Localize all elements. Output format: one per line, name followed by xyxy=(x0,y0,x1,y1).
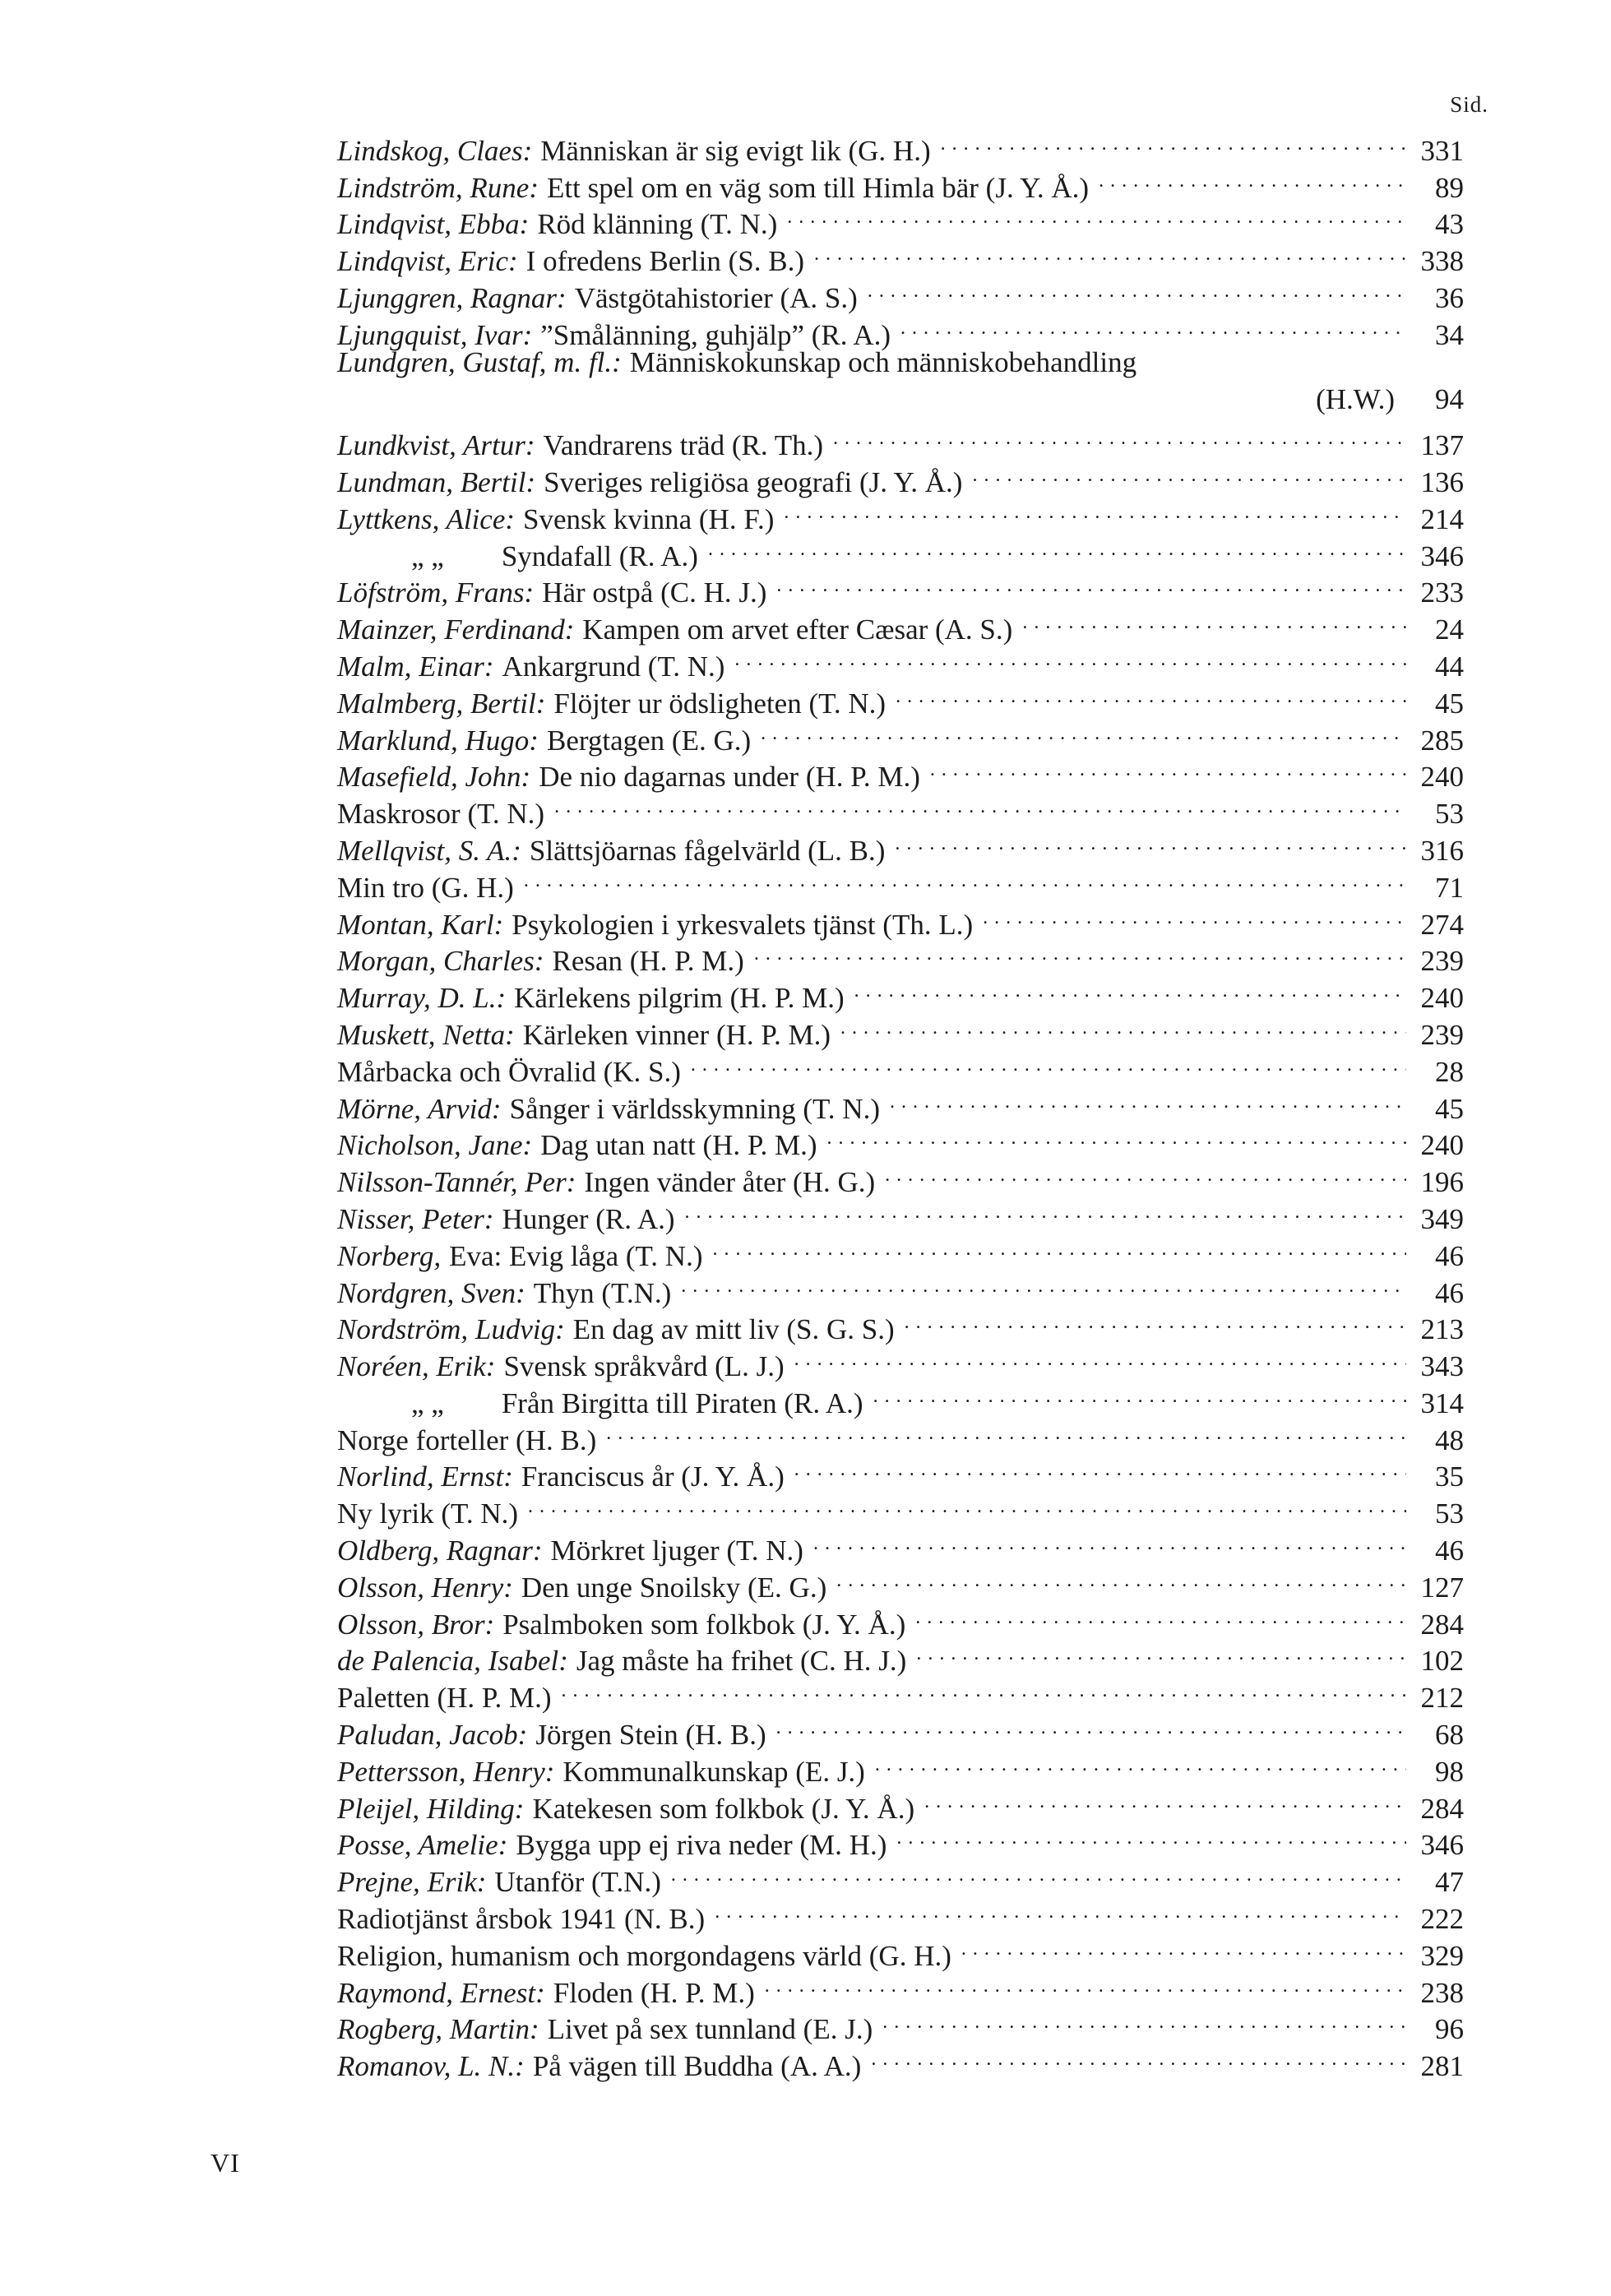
entry-author: Rogberg, Martin: xyxy=(337,2013,539,2046)
entry-author: Paludan, Jacob: xyxy=(337,1719,528,1752)
entry-author: Nordgren, Sven: xyxy=(337,1276,525,1309)
dot-leader xyxy=(814,234,1406,271)
entry-title: Dag utan natt (H. P. M.) xyxy=(540,1129,817,1162)
entry-author: Lindqvist, Ebba: xyxy=(337,208,530,241)
dot-leader xyxy=(961,1928,1406,1965)
entry-page-number: 281 xyxy=(1420,2050,1464,2083)
entry-page-number: 102 xyxy=(1420,1645,1464,1678)
index-entry-continuation xyxy=(337,382,1464,419)
dot-leader xyxy=(685,1192,1406,1229)
entry-title: Västgötahistorier (A. S.) xyxy=(574,281,858,314)
dot-leader xyxy=(787,197,1406,234)
entry-title: Franciscus år (J. Y. Å.) xyxy=(521,1460,785,1493)
entry-author: Mellqvist, S. A.: xyxy=(337,834,521,867)
entry-page-number: 136 xyxy=(1420,465,1464,498)
dot-leader xyxy=(562,1670,1406,1707)
entry-title: Här ostpå (C. H. J.) xyxy=(542,576,767,609)
entry-title: Jörgen Stein (H. B.) xyxy=(535,1719,766,1752)
entry-author: Posse, Amelie: xyxy=(337,1829,508,1862)
entry-page-number: 222 xyxy=(1420,1903,1464,1936)
dot-leader xyxy=(554,786,1406,823)
entry-author: Noréen, Erik: xyxy=(337,1350,496,1383)
dot-leader xyxy=(524,860,1406,897)
ditto-marks: „ „ xyxy=(411,1386,444,1419)
entry-author: Montan, Karl: xyxy=(337,908,504,941)
entry-page-number: 233 xyxy=(1420,576,1464,609)
dot-leader xyxy=(941,123,1406,160)
entry-author: Lundkvist, Artur: xyxy=(337,429,535,462)
dot-leader xyxy=(761,713,1406,750)
entry-title: Paletten (H. P. M.) xyxy=(337,1682,552,1715)
entry-author: Lindskog, Claes: xyxy=(337,134,533,167)
entry-page-number: 212 xyxy=(1420,1682,1464,1715)
entry-page-number: 89 xyxy=(1435,171,1464,204)
entry-page-number: 45 xyxy=(1435,1092,1464,1125)
dot-leader xyxy=(972,455,1406,492)
entry-title: Jag måste ha frihet (C. H. J.) xyxy=(576,1645,907,1678)
entry-author: Oldberg, Ragnar: xyxy=(337,1535,543,1567)
entry-page-number: 45 xyxy=(1435,687,1464,720)
entry-author: Pleijel, Hilding: xyxy=(337,1792,525,1825)
dot-leader xyxy=(890,1081,1406,1118)
entry-page-number: 196 xyxy=(1420,1166,1464,1199)
entry-title: Kärlekens pilgrim (H. P. M.) xyxy=(514,982,845,1015)
entry-page-number: 94 xyxy=(1435,382,1464,415)
entry-author: Prejne, Erik: xyxy=(337,1866,487,1899)
index-entry xyxy=(337,345,1464,382)
entry-title: Från Birgitta till Piraten (R. A.) xyxy=(501,1386,863,1419)
entry-page-number: 316 xyxy=(1420,834,1464,867)
entry-author: Mörne, Arvid: xyxy=(337,1092,502,1125)
entry-page-number: 34 xyxy=(1435,318,1464,351)
entry-author: Olsson, Bror: xyxy=(337,1608,495,1641)
entry-title: Ingen vänder åter (H. G.) xyxy=(584,1166,876,1199)
entry-title: En dag av mitt liv (S. G. S.) xyxy=(572,1313,895,1346)
entry-title: Utanför (T.N.) xyxy=(494,1866,661,1899)
entry-title: Radiotjänst årsbok 1941 (N. B.) xyxy=(337,1903,706,1936)
entry-author: Nordström, Ludvig: xyxy=(337,1313,565,1346)
entry-author: Raymond, Ernest: xyxy=(337,1976,545,2009)
entry-page-number: 240 xyxy=(1420,761,1464,794)
entry-title: Vandrarens träd (R. Th.) xyxy=(543,429,823,462)
dot-leader xyxy=(794,1339,1406,1376)
index-entry xyxy=(337,1007,1464,1051)
entry-title: Norge forteller (H. B.) xyxy=(337,1423,597,1456)
dot-leader xyxy=(691,1044,1406,1081)
entry-title: Min tro (G. H.) xyxy=(337,871,514,904)
dot-leader xyxy=(528,1486,1406,1523)
entry-title: Livet på sex tunnland (E. J.) xyxy=(547,2013,873,2046)
dot-leader xyxy=(708,529,1406,566)
entry-page-number: 137 xyxy=(1420,429,1464,462)
entry-author: Malm, Einar: xyxy=(337,650,494,683)
ditto-marks: „ „ xyxy=(411,539,444,572)
entry-title: Mårbacka och Övralid (K. S.) xyxy=(337,1055,681,1088)
dot-leader xyxy=(1099,160,1406,197)
entry-title: Eva: Evig låga (T. N.) xyxy=(449,1239,703,1272)
dot-leader xyxy=(900,308,1406,345)
entry-page-number: 127 xyxy=(1420,1571,1464,1604)
dot-leader xyxy=(765,1965,1406,2002)
entry-title: Hunger (R. A.) xyxy=(502,1202,675,1235)
entry-page-number: 274 xyxy=(1420,908,1464,941)
entry-page-number: 240 xyxy=(1420,982,1464,1015)
entry-page-number: 35 xyxy=(1435,1460,1464,1493)
page-column-header: Sid. xyxy=(1450,92,1488,117)
entry-author: Ljungquist, Ivar: xyxy=(337,318,533,351)
dot-leader xyxy=(712,1229,1406,1266)
entry-author: Ljunggren, Ragnar: xyxy=(337,281,567,314)
entry-author: Norlind, Ernst: xyxy=(337,1460,513,1493)
dot-leader xyxy=(813,1523,1406,1560)
dot-leader xyxy=(905,1303,1406,1340)
entry-title: Sveriges religiösa geografi (J. Y. Å.) xyxy=(544,465,963,498)
dot-leader xyxy=(754,934,1406,971)
entry-page-number: 71 xyxy=(1435,871,1464,904)
page-folio: VI xyxy=(211,2148,240,2178)
dot-leader xyxy=(930,750,1406,787)
entry-title: Svensk kvinna (H. F.) xyxy=(523,502,775,535)
entry-author: Olsson, Henry: xyxy=(337,1571,513,1604)
entry-author: Lundman, Bertil: xyxy=(337,465,536,498)
entry-author: Malmberg, Bertil: xyxy=(337,687,546,720)
entry-page-number: 314 xyxy=(1420,1386,1464,1419)
entry-page-number: 46 xyxy=(1435,1276,1464,1309)
entry-author: Masefield, John: xyxy=(337,761,531,794)
index-list xyxy=(337,123,1464,2083)
dot-leader xyxy=(776,566,1406,603)
entry-title: Floden (H. P. M.) xyxy=(553,1976,755,2009)
entry-page-number: 28 xyxy=(1435,1055,1464,1088)
entry-title: Sånger i världsskymning (T. N.) xyxy=(509,1092,880,1125)
entry-title: Resan (H. P. M.) xyxy=(552,945,744,978)
entry-title: Psalmboken som folkbok (J. Y. Å.) xyxy=(502,1608,906,1641)
entry-page-number: 239 xyxy=(1420,945,1464,978)
entry-title: Den unge Snoilsky (E. G.) xyxy=(521,1571,827,1604)
dot-leader xyxy=(606,1413,1406,1450)
entry-title: Bergtagen (E. G.) xyxy=(546,724,752,757)
index-entry xyxy=(337,934,1464,978)
dot-leader xyxy=(784,492,1406,529)
entry-page-number: 329 xyxy=(1420,1939,1464,1972)
dot-leader xyxy=(681,1266,1406,1303)
entry-title: Syndafall (R. A.) xyxy=(501,539,698,572)
entry-title: Röd klänning (T. N.) xyxy=(537,208,778,241)
index-entry xyxy=(337,418,1464,462)
entry-page-number: 53 xyxy=(1435,798,1464,831)
entry-title: Människokunskap och människobehandling xyxy=(629,345,1137,378)
dot-leader xyxy=(836,1560,1406,1597)
entry-title: Kampen om arvet efter Cæsar (A. S.) xyxy=(582,613,1013,646)
entry-title: Maskrosor (T. N.) xyxy=(337,798,545,831)
dot-leader xyxy=(794,1450,1406,1487)
dot-leader xyxy=(983,897,1406,934)
entry-title: Ett spel om en väg som till Himla bär (J. Y. Å.) xyxy=(547,171,1090,204)
entry-title: På vägen till Buddha (A. A.) xyxy=(532,2050,862,2083)
dot-leader xyxy=(840,1007,1406,1044)
entry-author: Lundgren, Gustaf, m. fl.: xyxy=(337,345,622,378)
dot-leader xyxy=(833,418,1406,455)
entry-page-number: 213 xyxy=(1420,1313,1464,1346)
dot-leader xyxy=(776,1707,1406,1744)
dot-leader xyxy=(924,1781,1406,1818)
entry-page-number: 214 xyxy=(1420,502,1464,535)
entry-page-number: 68 xyxy=(1435,1719,1464,1752)
entry-author: Nicholson, Jane: xyxy=(337,1129,533,1162)
entry-page-number: 284 xyxy=(1420,1608,1464,1641)
entry-title: Kärleken vinner (H. P. M.) xyxy=(522,1018,831,1051)
entry-title: Slättsjöarnas fågelvärld (L. B.) xyxy=(529,834,886,867)
entry-author: Romanov, L. N.: xyxy=(337,2050,525,2083)
entry-page-number: 96 xyxy=(1435,2013,1464,2046)
entry-page-number: 47 xyxy=(1435,1866,1464,1899)
entry-page-number: 43 xyxy=(1435,208,1464,241)
entry-title: Ny lyrik (T. N.) xyxy=(337,1497,518,1530)
entry-page-number: 331 xyxy=(1420,134,1464,167)
entry-page-number: 239 xyxy=(1420,1018,1464,1051)
entry-page-number: 53 xyxy=(1435,1497,1464,1530)
entry-title: Thyn (T.N.) xyxy=(533,1276,672,1309)
dot-leader xyxy=(885,1155,1406,1192)
entry-title: ”Smålänning, guhjälp” (R. A.) xyxy=(540,318,891,351)
entry-author: Lindqvist, Eric: xyxy=(337,245,518,278)
entry-page-number: 349 xyxy=(1420,1202,1464,1235)
entry-author: Lindström, Rune: xyxy=(337,171,539,204)
dot-leader xyxy=(895,823,1406,860)
entry-author: Nilsson-Tannér, Per: xyxy=(337,1166,576,1199)
entry-page-number: 285 xyxy=(1420,724,1464,757)
entry-title: Religion, humanism och morgondagens värld (G. H.) xyxy=(337,1939,951,1972)
entry-title: Människan är sig evigt lik (G. H.) xyxy=(540,134,931,167)
dot-leader xyxy=(1022,602,1406,639)
dot-leader xyxy=(896,1818,1406,1855)
index-entry xyxy=(337,1118,1464,1162)
dot-leader xyxy=(896,676,1406,713)
dot-leader xyxy=(873,1376,1406,1413)
entry-title: Flöjter ur ödsligheten (T. N.) xyxy=(553,687,887,720)
dot-leader xyxy=(882,2002,1406,2039)
entry-page-number: 46 xyxy=(1435,1535,1464,1567)
entry-reviewer: (H.W.) xyxy=(1316,382,1395,415)
entry-page-number: 284 xyxy=(1420,1792,1464,1825)
dot-leader xyxy=(671,1854,1406,1891)
entry-author: de Palencia, Isabel: xyxy=(337,1645,568,1678)
entry-page-number: 44 xyxy=(1435,650,1464,683)
entry-page-number: 338 xyxy=(1420,245,1464,278)
entry-author: Mainzer, Ferdinand: xyxy=(337,613,575,646)
entry-author: Lyttkens, Alice: xyxy=(337,502,516,535)
entry-page-number: 240 xyxy=(1420,1129,1464,1162)
entry-page-number: 238 xyxy=(1420,1976,1464,2009)
entry-title: Kommunalkunskap (E. J.) xyxy=(562,1755,865,1788)
entry-title: Psykologien i yrkesvalets tjänst (Th. L.) xyxy=(512,908,974,941)
entry-title: I ofredens Berlin (S. B.) xyxy=(525,245,804,278)
dot-leader xyxy=(827,1118,1406,1155)
entry-title: Bygga upp ej riva neder (M. H.) xyxy=(516,1829,887,1862)
entry-title: Svensk språkvård (L. J.) xyxy=(503,1350,785,1383)
entry-author: Marklund, Hugo: xyxy=(337,724,539,757)
entry-page-number: 98 xyxy=(1435,1755,1464,1788)
index-entry xyxy=(337,123,1464,167)
dot-leader xyxy=(734,639,1406,676)
entry-title: Katekesen som folkbok (J. Y. Å.) xyxy=(532,1792,915,1825)
entry-page-number: 46 xyxy=(1435,1239,1464,1272)
dot-leader xyxy=(854,970,1406,1007)
entry-page-number: 346 xyxy=(1420,539,1464,572)
entry-page-number: 48 xyxy=(1435,1423,1464,1456)
dot-leader xyxy=(868,271,1406,308)
dot-leader xyxy=(915,1597,1406,1634)
dot-leader xyxy=(875,1744,1406,1781)
entry-page-number: 24 xyxy=(1435,613,1464,646)
entry-author: Morgan, Charles: xyxy=(337,945,544,978)
dot-leader xyxy=(916,1634,1406,1671)
entry-author: Murray, D. L.: xyxy=(337,982,507,1015)
entry-author: Norberg, xyxy=(337,1239,442,1272)
entry-page-number: 36 xyxy=(1435,281,1464,314)
entry-author: Pettersson, Henry: xyxy=(337,1755,555,1788)
entry-page-number: 346 xyxy=(1420,1829,1464,1862)
entry-page-number: 343 xyxy=(1420,1350,1464,1383)
entry-author: Muskett, Netta: xyxy=(337,1018,515,1051)
dot-leader xyxy=(715,1891,1406,1928)
dot-leader xyxy=(871,2039,1406,2076)
entry-author: Nisser, Peter: xyxy=(337,1202,494,1235)
entry-title: De nio dagarnas under (H. P. M.) xyxy=(539,761,920,794)
entry-author: Löfström, Frans: xyxy=(337,576,535,609)
entry-title: Mörkret ljuger (T. N.) xyxy=(550,1535,803,1567)
entry-title: Ankargrund (T. N.) xyxy=(502,650,725,683)
